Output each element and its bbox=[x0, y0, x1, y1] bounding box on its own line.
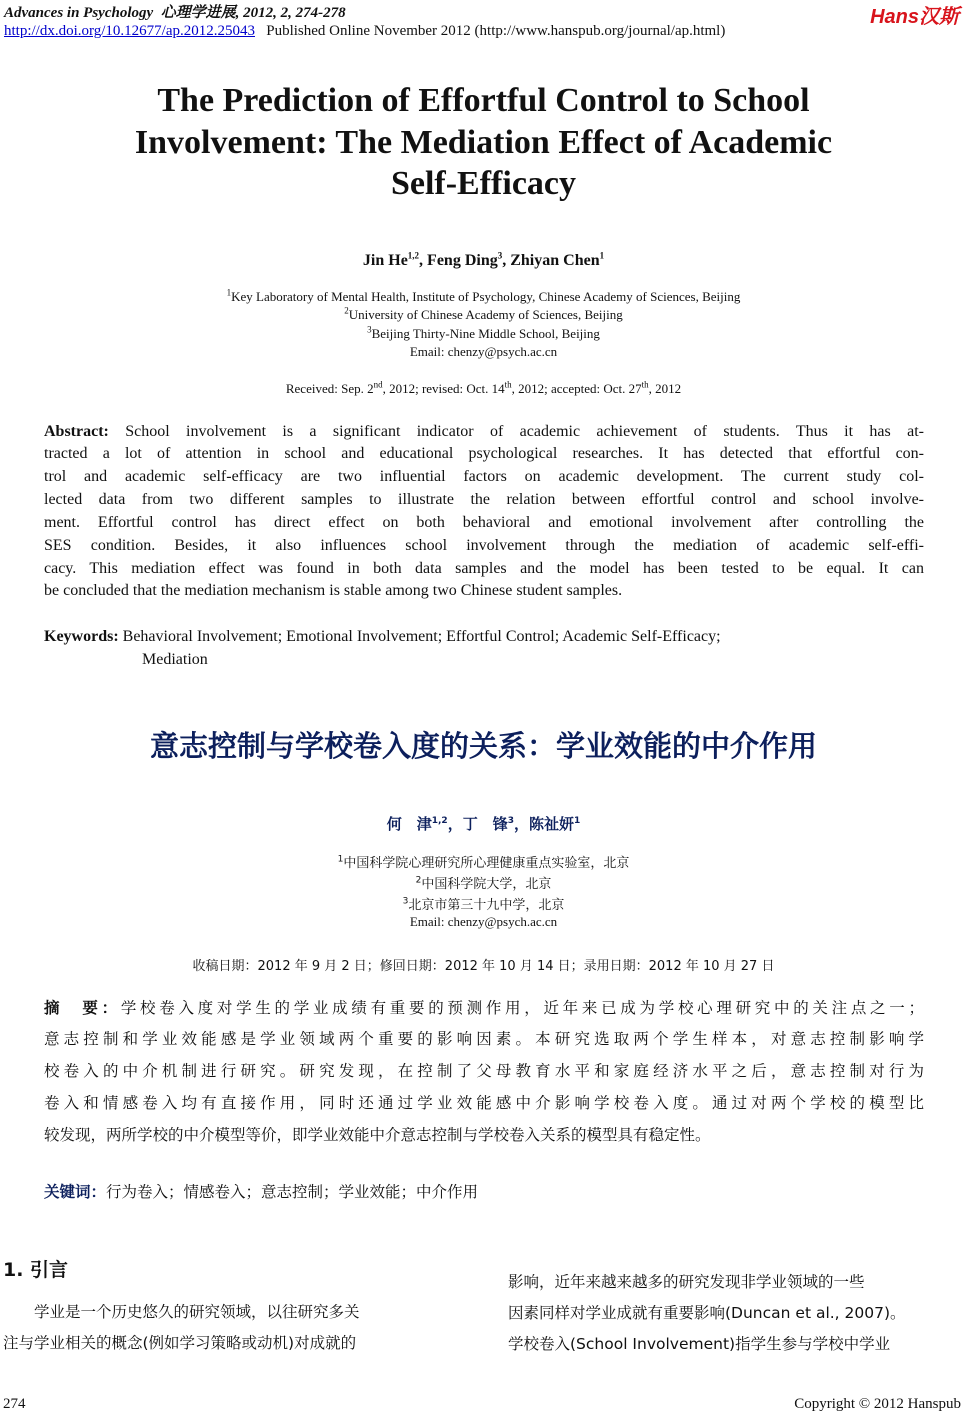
keywords: Keywords: Behavioral Involvement; Emotional Involvement; Effortful Control; Academic Self-Efficacy; bbox=[44, 628, 721, 645]
chinese-abstract-label: 摘 要： bbox=[44, 999, 121, 1017]
journal-volume: 心理学进展, 2012, 2, 274-278 bbox=[160, 5, 346, 21]
chinese-abstract-line: 校卷入的中介机制进行研究。研究发现，在控制了父母教育水平和家庭经济水平之后，意志控制对行为 bbox=[44, 1062, 924, 1080]
chinese-authors: 何 津$^{1,2}$，丁 锋$^3$，陈祉妍$^1$ bbox=[386, 815, 581, 833]
published-online: Published Online November 2012 (http://www.hanspub.org/journal/ap.html) bbox=[266, 23, 726, 39]
received-dates: Received: Sep. 2nd, 2012; revised: Oct. 14th, 2012; accepted: Oct. 27th, 2012 bbox=[285, 379, 682, 396]
abstract-line: be concluded that the mediation mechanism is stable among two Chinese student samples. bbox=[44, 582, 623, 599]
chinese-abstract-line: 卷入和情感卷入均有直接作用，同时还通过学业效能感中介影响学校卷入度。通过对两个学校的模型比 bbox=[44, 1094, 924, 1112]
affiliation-2: $^2$University of Chinese Academy of Sciences, Beijing bbox=[344, 305, 623, 322]
journal-citation bbox=[4, 1, 346, 22]
chinese-affiliation-1: $^1$中国科学院心理研究所心理健康重点实验室，北京 bbox=[337, 854, 630, 871]
right-column-line: 学校卷入(School Involvement)指学生参与学校中学业 bbox=[508, 1335, 891, 1353]
journal-name: Advances in Psychology bbox=[4, 5, 154, 21]
chinese-affiliation-3: $^3$北京市第三十九中学，北京 bbox=[402, 896, 565, 913]
abstract-line: ment. Effortful control has direct effect on both behavioral and emotional involvement after controlling the bbox=[44, 514, 924, 531]
section-heading: 1. 引言 bbox=[3, 1259, 69, 1281]
left-column-line: 注与学业相关的概念(例如学习策略或动机)对成就的 bbox=[3, 1334, 357, 1352]
right-column-line: 影响，近年来越来越多的研究发现非学业领域的一些 bbox=[508, 1273, 865, 1291]
left-column-line: 学业是一个历史悠久的研究领域，以往研究多关 bbox=[3, 1303, 360, 1321]
abstract-line: cacy. This mediation effect was found in both data samples and the model has been tested to be equal. It can bbox=[44, 560, 924, 577]
abstract-line: SES condition. Besides, it also influences school involvement through the mediation of academic self-effi- bbox=[44, 537, 924, 554]
hans-logo: Hans汉斯 bbox=[870, 6, 959, 28]
chinese-title: 意志控制与学校卷入度的关系：学业效能的中介作用 bbox=[149, 729, 817, 763]
keywords-cont: Mediation bbox=[142, 651, 208, 668]
chinese-abstract-line: 较发现，两所学校的中介模型等价，即学业效能中介意志控制与学校卷入关系的模型具有稳定性。 bbox=[44, 1126, 711, 1144]
chinese-keywords: 关键词：行为卷入；情感卷入；意志控制；学业效能；中介作用 bbox=[44, 1183, 479, 1201]
doi-link[interactable]: http://dx.doi.org/10.12677/ap.2012.25043 bbox=[4, 23, 255, 39]
chinese-received-dates: 收稿日期：2012 年 9 月 2 日；修回日期：2012 年 10 月 14 日；录用日期：2012 年 10 月 27 日 bbox=[192, 959, 775, 974]
title-line-1: The Prediction of Effortful Control to School bbox=[157, 82, 810, 119]
authors: Jin He$^{1,2}$, Feng Ding$^3$, Zhiyan Chen$^1$ bbox=[362, 250, 605, 269]
chinese-email: Email: chenzy@psych.ac.cn bbox=[409, 914, 558, 929]
email: Email: chenzy@psych.ac.cn bbox=[409, 344, 558, 359]
abstract-line: lected data from two different samples to illustrate the relation between effortful control and school involve- bbox=[44, 491, 924, 508]
chinese-abstract-line: 摘 要：学校卷入度对学生的学业成绩有重要的预测作用，近年来已成为学校心理研究中的关注点之一； bbox=[44, 999, 924, 1017]
chinese-abstract-line: 意志控制和学业效能感是学业领域两个重要的影响因素。本研究选取两个学生样本，对意志控制影响学 bbox=[44, 1030, 924, 1048]
abstract-line: tracted a lot of attention in school and educational psychological researches. It has detected that effortful con- bbox=[44, 445, 924, 462]
affiliation-3: $^3$Beijing Thirty-Nine Middle School, Beijing bbox=[367, 324, 600, 341]
page-number: 274 bbox=[3, 1396, 26, 1412]
affiliation-1: $^1$Key Laboratory of Mental Health, Institute of Psychology, Chinese Academy of Sciences, Beijing bbox=[226, 287, 741, 304]
title-line-3: Self-Efficacy bbox=[390, 165, 577, 202]
chinese-affiliation-2: $^2$中国科学院大学，北京 bbox=[415, 875, 552, 892]
copyright: Copyright © 2012 Hanspub bbox=[794, 1396, 961, 1412]
title-line-2: Involvement: The Mediation Effect of Academic bbox=[134, 124, 833, 161]
right-column-line: 因素同样对学业成就有重要影响(Duncan et al., 2007)。 bbox=[508, 1304, 906, 1322]
abstract-line: Abstract: School involvement is a significant indicator of academic achievement of students. Thus it has at- bbox=[44, 423, 924, 440]
abstract-label: Abstract: bbox=[44, 423, 109, 440]
abstract-line: trol and academic self-efficacy are two influential factors on academic development. The current study col- bbox=[44, 468, 924, 485]
publication-line bbox=[4, 23, 725, 40]
